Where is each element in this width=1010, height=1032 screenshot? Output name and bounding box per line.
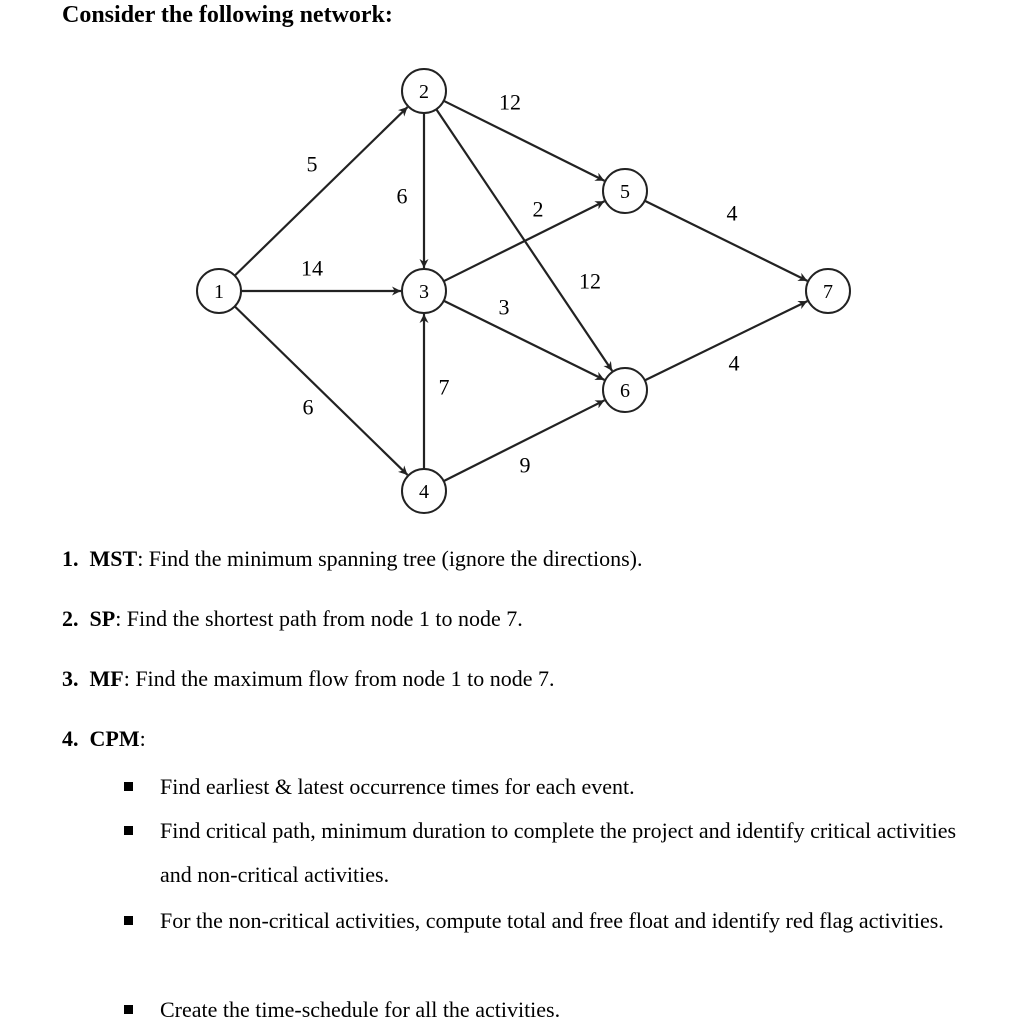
edge-weight-3-6: 3: [498, 294, 510, 320]
edge-3-6: [444, 301, 605, 380]
edge-1-4: [235, 306, 408, 475]
edge-1-2: [235, 107, 408, 276]
edge-weight-6-7: 4: [728, 350, 740, 376]
edge-6-7: [645, 301, 808, 380]
page-heading: Consider the following network:: [62, 2, 393, 28]
bullet-icon: [124, 1005, 133, 1014]
node-7: [806, 269, 850, 313]
node-3: [402, 269, 446, 313]
node-5: [603, 169, 647, 213]
node-label: 7: [823, 281, 833, 303]
node-label: 3: [419, 281, 429, 303]
edge-weight-3-5: 2: [532, 196, 544, 222]
question-3: 3. MF: Find the maximum flow from node 1 to node 7.: [62, 666, 555, 691]
node-6: [603, 368, 647, 412]
bullet-icon: [124, 916, 133, 925]
node-4: [402, 469, 446, 513]
bullet-icon: [124, 826, 133, 835]
node-label: 5: [620, 181, 630, 203]
edge-weight-2-3: 6: [396, 183, 408, 209]
edge-weight-1-4: 6: [302, 394, 314, 420]
question-1: 1. MST: Find the minimum spanning tree (ignore the directions).: [62, 546, 643, 571]
node-1: [197, 269, 241, 313]
edge-weight-4-6: 9: [519, 452, 531, 478]
question-2: 2. SP: Find the shortest path from node 1 to node 7.: [62, 606, 523, 631]
node-label: 6: [620, 380, 630, 402]
bullet-icon: [124, 782, 133, 791]
edge-2-5: [444, 101, 605, 181]
edge-weight-2-6: 12: [579, 268, 601, 294]
node-2: [402, 69, 446, 113]
edge-weight-5-7: 4: [726, 200, 738, 226]
node-label: 1: [214, 281, 224, 303]
edge-weight-1-2: 5: [306, 151, 318, 177]
edge-weight-4-3: 7: [438, 374, 450, 400]
edge-weight-2-5: 12: [499, 89, 521, 115]
node-label: 2: [419, 81, 429, 103]
node-label: 4: [419, 481, 429, 503]
edge-weight-1-3: 14: [301, 255, 323, 281]
question-4: 4. CPM:: [62, 726, 146, 751]
